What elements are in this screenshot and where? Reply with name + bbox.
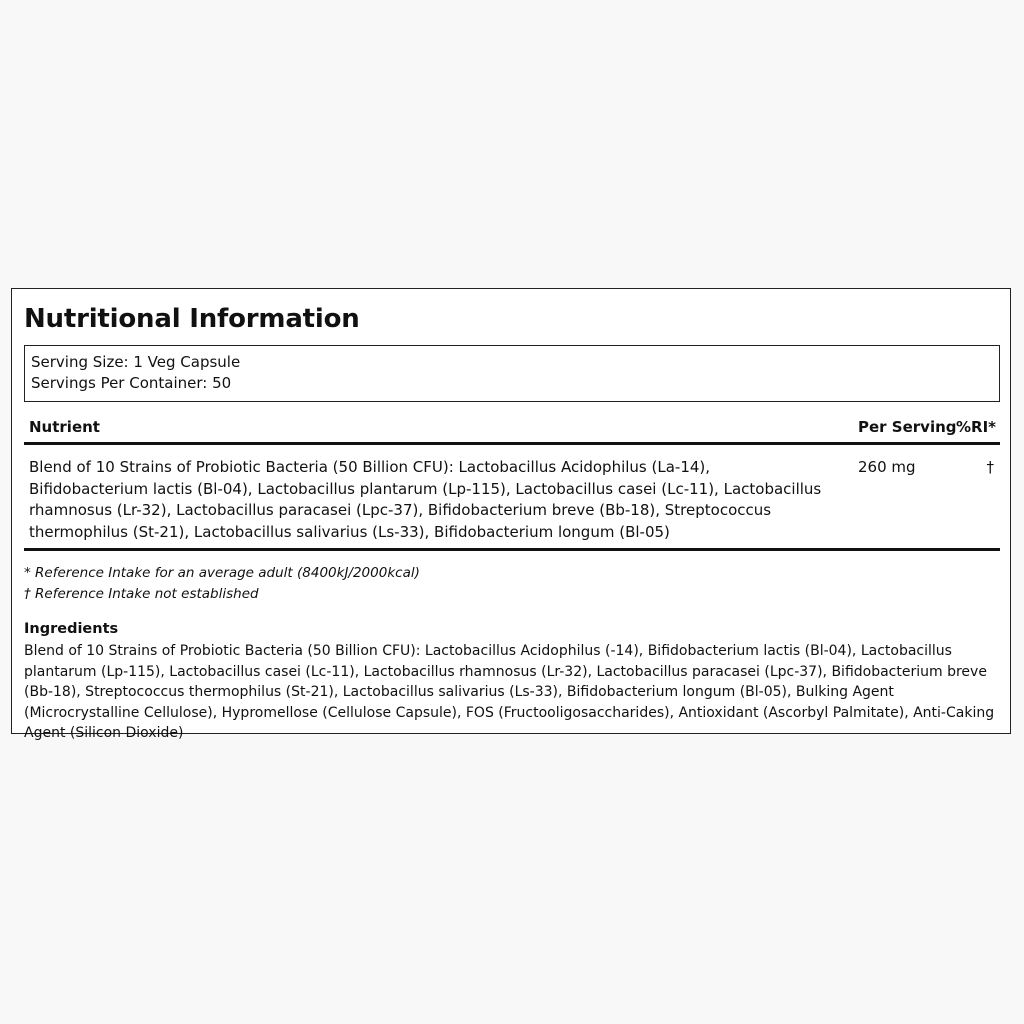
table-row — [24, 445, 1000, 551]
nutrient-ri: † — [986, 458, 994, 476]
nutrient-name: Blend of 10 Strains of Probiotic Bacteria (50 Billion CFU): Lactobacillus Acidophilus (La-14), Bifidobacterium lactis (Bl-04), Lactobacillus plantarum (Lp-115), Lactobacillus casei (Lc-11), Lactobacillus rhamnosus (Lr-32), Lactobacillus paracasei (Lpc-37), Bifidobacterium breve (Bb-18), Streptococcus thermophilus (St-21), Lactobacillus salivarius (Ls-33), Bifidobacterium longum (Bl-05) — [29, 458, 822, 541]
serving-size: Serving Size: 1 Veg Capsule — [31, 353, 241, 371]
header-nutrient: Nutrient — [29, 418, 100, 436]
ingredients-heading: Ingredients — [24, 621, 119, 637]
nutrient-table — [24, 415, 1000, 551]
ingredients-text: Blend of 10 Strains of Probiotic Bacteria (50 Billion CFU): Lactobacillus Acidophilus (-14), Bifidobacterium lactis (Bl-04), Lactobacillus plantarum (Lp-115), Lactobacillus casei (Lc-11), Lactobacillus rhamnosus (Lr-32), Lactobacillus paracasei (Lpc-37), Bifidobacterium breve (Bb-18), Streptococcus thermophilus (St-21), Lactobacillus salivarius (Ls-33), Bifidobacterium longum (Bl-05), Bulking Agent (Microcrystalline Cellulose), Hypromellose (Cellulose Capsule), FOS (Fructooligosaccharides), Antioxidant (Ascorbyl Palmitate), Anti-Caking Agent (Silicon Dioxide) — [24, 643, 995, 741]
footnote-reference-intake: * Reference Intake for an average adult (8400kJ/2000kcal) — [24, 565, 420, 581]
table-header-row — [24, 415, 1000, 445]
footnotes — [24, 563, 420, 604]
footnote-not-established: † Reference Intake not established — [24, 585, 259, 602]
servings-per-container: Servings Per Container: 50 — [31, 374, 232, 392]
nutrient-amount: 260 mg — [858, 458, 916, 476]
header-ri: %RI* — [955, 418, 996, 436]
serving-info-box — [24, 345, 1000, 402]
panel-title: Nutritional Information — [24, 304, 360, 334]
nutrition-panel — [11, 288, 1011, 741]
ingredients-section — [24, 619, 1004, 744]
header-per-serving: Per Serving — [858, 418, 957, 436]
